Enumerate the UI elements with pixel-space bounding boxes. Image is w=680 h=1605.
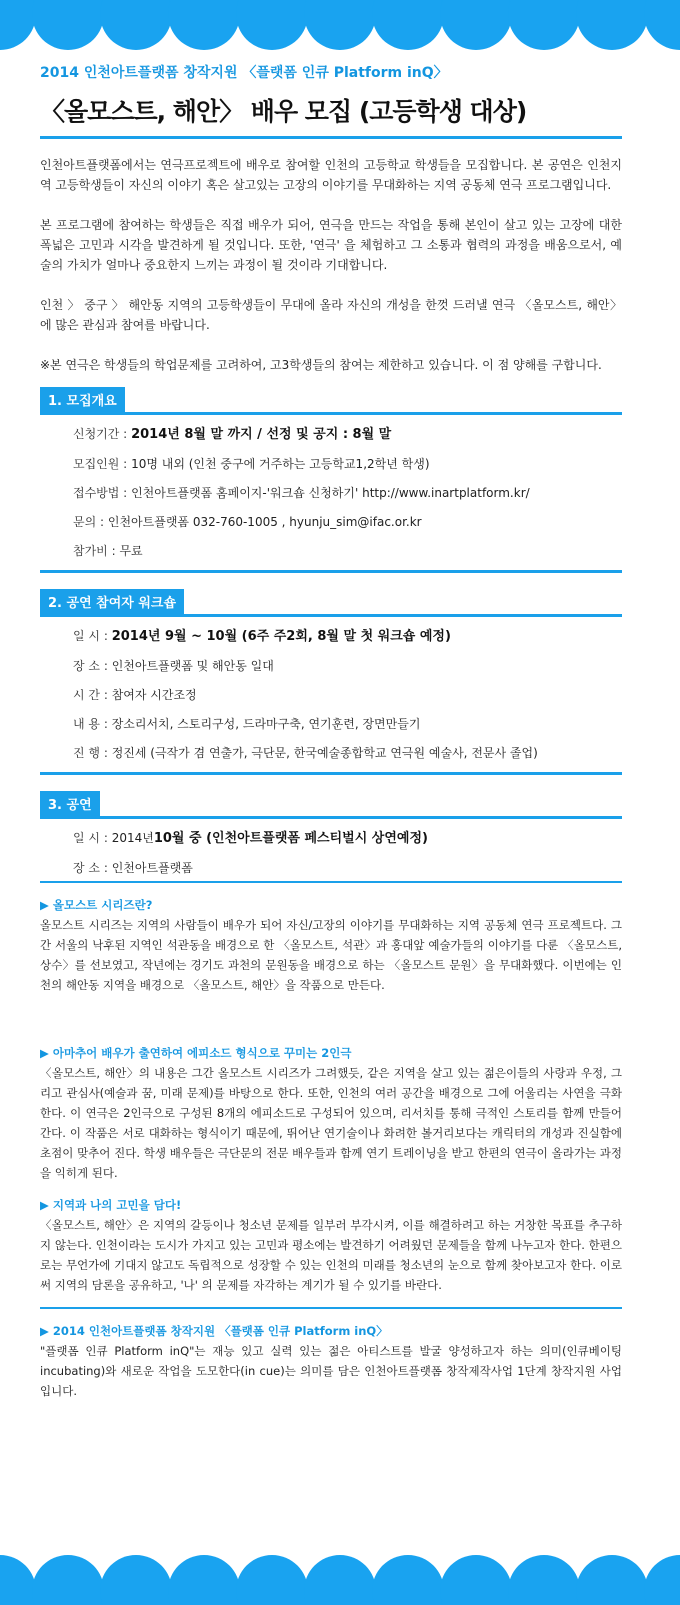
detail-row: 신청기간 : 2014년 8월 말 까지 / 선정 및 공지 : 8월 말 bbox=[73, 427, 392, 442]
detail-row: 진 행 : 정진세 (극작가 겸 연출가, 극단문, 한국예술종합학교 연극원 예술사, 전문사 졸업) bbox=[73, 746, 538, 760]
section-heading-recruitment: 1. 모집개요 bbox=[40, 387, 125, 412]
section-divider bbox=[40, 1307, 622, 1309]
note-body: "플랫폼 인큐 Platform inQ"는 재능 있고 실력 있는 젊은 아티스트를 발굴 양성하고자 하는 의미(인큐베이팅 incubating)와 새로운 작업을 도모한다(in cue)는 의미를 담은 인천아트플랫폼 창작제작사업 1단계 창작지원 사업 입니다. bbox=[40, 1344, 622, 1398]
section-divider bbox=[40, 772, 622, 775]
detail-row: 참가비 : 무료 bbox=[73, 544, 143, 558]
intro-paragraph: 본 프로그램에 참여하는 학생들은 직접 배우가 되어, 연극을 만드는 작업을 통해 본인이 살고 있는 고장에 대한 폭넓은 고민과 시각을 발견하게 될 것입니다. 또한, '연극' 을 체험하고 그 소통과 협력의 과정을 배움으로서, 예술의 가치가 얼마나 중요한지 느끼는 과정이 될 것이라 기대합니다. bbox=[40, 218, 622, 272]
note-heading: ▶ 아마추어 배우가 출연하여 에피소드 형식으로 꾸미는 2인극 bbox=[40, 1046, 352, 1060]
detail-row: 일 시 : 2014년 9월 ~ 10월 (6주 주2회, 8월 말 첫 워크숍 예정) bbox=[73, 629, 451, 644]
note-heading: ▶ 2014 인천아트플랫폼 창작지원 〈플랫폼 인큐 Platform inQ〉 bbox=[40, 1324, 388, 1338]
recruitment-details bbox=[40, 415, 622, 570]
page-subtitle: 2014 인천아트플랫폼 창작지원 〈플랫폼 인큐 Platform inQ〉 bbox=[40, 65, 448, 81]
note-body: 〈올모스트, 해안〉은 지역의 갈등이나 청소년 문제를 일부러 부각시켜, 이를 해결하려고 하는 거창한 목표를 추구하지 않는다. 인천이라는 도시가 가지고 있는 고민과 평소에는 발견하기 어려웠던 문제들을 함께 나누고자 한다. 한편으로는 무언가에 기대지 않고도 독립적으로 성장할 수 있는 인천의 미래를 청소년의 눈으로 함께 찾아보고자 한다. 이로써 지역의 담론을 공유하고, '나' 의 문제를 자각하는 계기가 될 수 있기를 바란다. bbox=[40, 1218, 622, 1292]
note-heading: ▶ 지역과 나의 고민을 담다! bbox=[40, 1198, 182, 1212]
note-heading: ▶ 올모스트 시리즈란? bbox=[40, 898, 153, 912]
intro-paragraph: 인천아트플랫폼에서는 연극프로젝트에 배우로 참여할 인천의 고등학교 학생들을 모집합니다. 본 공연은 인천지역 고등학생들이 자신의 이야기 혹은 살고있는 고장의 이야기를 무대화하는 지역 공동체 연극 프로그램입니다. bbox=[40, 158, 622, 192]
workshop-details bbox=[40, 617, 622, 772]
detail-row: 장 소 : 인천아트플랫폼 및 해안동 일대 bbox=[73, 659, 274, 673]
detail-row: 내 용 : 장소리서치, 스토리구성, 드라마구축, 연기훈련, 장면만들기 bbox=[73, 717, 421, 731]
note-body: 〈올모스트, 해안〉의 내용은 그간 올모스트 시리즈가 그려했듯, 같은 지역을 살고 있는 젊은이들의 사랑과 우정, 그리고 관심사(예술과 꿈, 미래 문제)를 바탕으로 한다. 또한, 인천의 여러 공간을 배경으로 그에 어울리는 사연을 극화한다. 이 연극은 2인극으로 구성된 8개의 에피소드로 구성되어 있으며, 리서치를 통해 극적인 스토리를 함께 만들어간다. 이 작품은 서로 대화하는 형식이기 때문에, 뛰어난 연기술이나 화려한 볼거리보다는 캐릭터의 개성과 진실함에 초점이 맞추어 진다. 학생 배우들은 극단문의 전문 배우들과 함께 연기 트레이닝을 받고 한편의 연극이 올라가는 과정을 익히게 된다. bbox=[40, 1066, 622, 1180]
detail-row: 접수방법 : 인천아트플랫폼 홈페이지-'워크숍 신청하기' http://www.inartplatform.kr/ bbox=[73, 486, 530, 500]
note-block bbox=[40, 1323, 622, 1401]
detail-row: 장 소 : 인천아트플랫폼 bbox=[73, 861, 193, 875]
detail-row: 일 시 : 2014년10월 중 (인천아트플랫폼 페스티벌시 상연예정) bbox=[73, 831, 428, 846]
detail-row: 모집인원 : 10명 내외 (인천 중구에 거주하는 고등학교1,2학년 학생) bbox=[73, 457, 430, 471]
note-block bbox=[40, 1197, 622, 1295]
section-divider bbox=[40, 881, 622, 883]
note-block bbox=[40, 897, 622, 995]
top-scallop-decoration bbox=[0, 0, 680, 50]
detail-row: 문의 : 인천아트플랫폼 032-760-1005 , hyunju_sim@ifac.or.kr bbox=[73, 515, 422, 529]
note-block bbox=[40, 1045, 622, 1183]
intro-paragraph: 인천 〉 중구 〉 해안동 지역의 고등학생들이 무대에 올라 자신의 개성을 한껏 드러낼 연극 〈올모스트, 해안〉에 많은 관심과 참여를 바랍니다. bbox=[40, 298, 622, 332]
intro-text bbox=[40, 155, 622, 375]
title-divider bbox=[40, 136, 622, 139]
section-heading-performance: 3. 공연 bbox=[40, 791, 100, 816]
section-divider bbox=[40, 570, 622, 573]
detail-row: 시 간 : 참여자 시간조정 bbox=[73, 688, 197, 702]
intro-paragraph: ※본 연극은 학생들의 학업문제를 고려하여, 고3학생들의 참여는 제한하고 있습니다. 이 점 양해를 구합니다. bbox=[40, 358, 602, 372]
content bbox=[40, 62, 622, 1401]
bottom-scallop-decoration bbox=[0, 1555, 680, 1605]
note-body: 올모스트 시리즈는 지역의 사람들이 배우가 되어 자신/고장의 이야기를 무대화하는 지역 공동체 연극 프로젝트다. 그간 서울의 낙후된 지역인 석관동을 배경으로 한 〈올모스트, 석관〉과 홍대앞 예술가들의 이야기를 다룬 〈올모스트, 상수〉를 선보였고, 작년에는 경기도 과천의 문원동을 배경으로 하는 〈올모스트 문원〉을 무대화했다. 이번에는 인천의 해안동 지역을 배경으로 〈올모스트, 해안〉을 작품으로 만든다. bbox=[40, 918, 622, 992]
page-title: 〈올모스트, 해안〉 배우 모집 (고등학생 대상) bbox=[40, 97, 527, 126]
section-heading-workshop: 2. 공연 참여자 워크숍 bbox=[40, 589, 184, 614]
performance-details bbox=[40, 819, 622, 877]
